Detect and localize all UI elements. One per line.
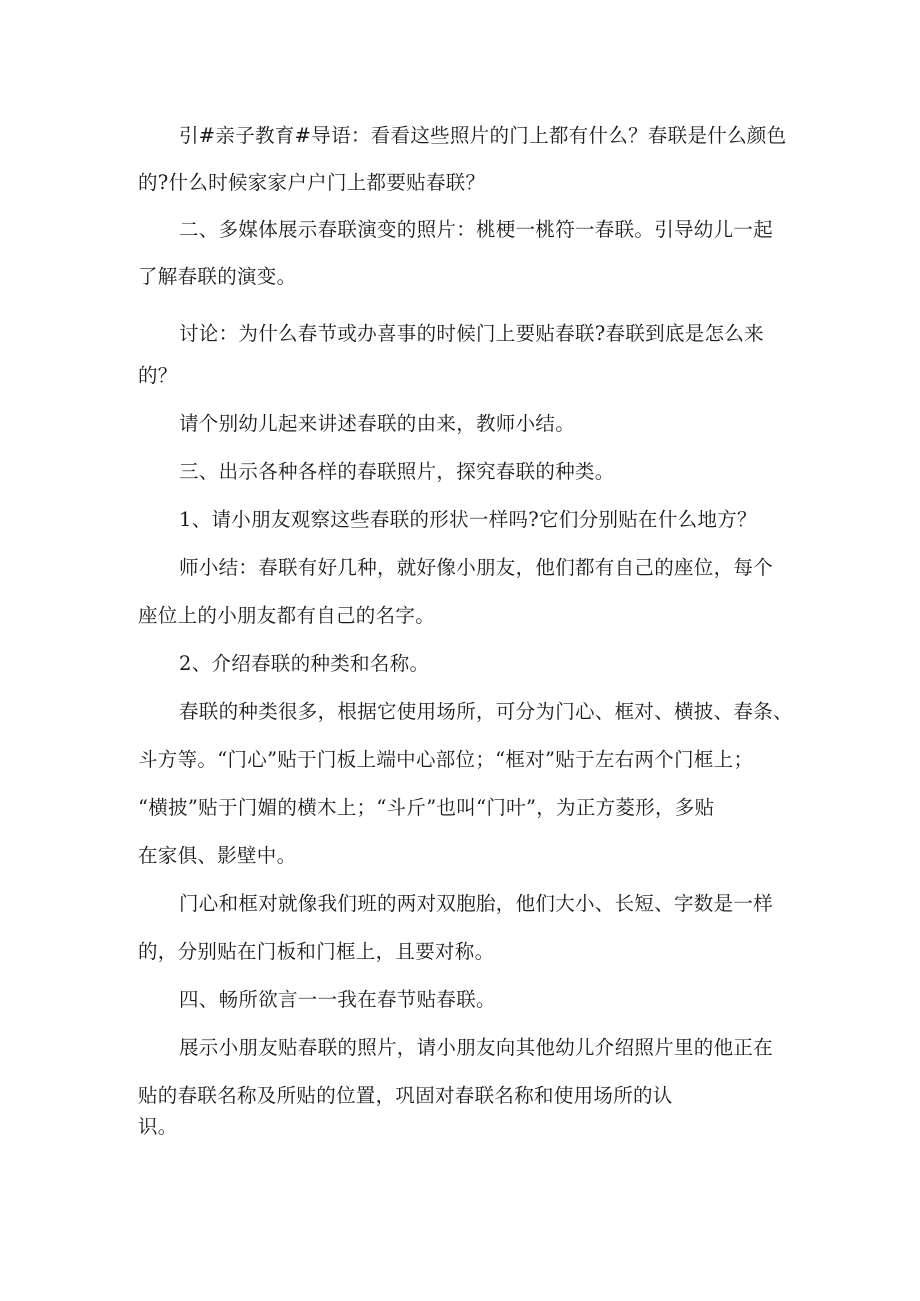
paragraph-intro-line-1: 引#亲子教育#导语：看看这些照片的门上都有什么？春联是什么颜色 (179, 124, 787, 147)
couplet-types-line-2: 斗方等。“门心”贴于门板上端中心部位；“框对”贴于左右两个门框上； (138, 748, 754, 771)
twins-analogy-line-2: 的，分别贴在门板和门框上，且要对称。 (138, 940, 495, 963)
teacher-summary-line-1: 师小结：春联有好几种，就好像小朋友，他们都有自己的座位，每个 (179, 556, 774, 579)
step-one-line: 1、请小朋友观察这些春联的形状一样吗?它们分别贴在什么地方？ (179, 508, 757, 531)
discussion-line-1: 讨论：为什么春节或办喜事的时候门上要贴春联?春联到底是怎么来 (179, 322, 764, 345)
couplet-types-line-3: “横披”贴于门媚的横木上；“斗斤”也叫“门叶”，为正方菱形，多贴 (138, 796, 715, 819)
paragraph-intro-line-2: 的?什么时候家家户户门上都要贴春联？ (138, 171, 486, 194)
section-three-heading: 三、出示各种各样的春联照片，探究春联的种类。 (179, 460, 615, 483)
couplet-types-line-1: 春联的种类很多，根据它使用场所，可分为门心、框对、横披、春条、 (179, 700, 793, 723)
photo-sharing-line-3: 识。 (138, 1115, 178, 1138)
storytelling-line: 请个别幼儿起来讲述春联的由来，教师小结。 (179, 412, 576, 435)
section-two-line-1: 二、多媒体展示春联演变的照片：桃梗一桃符一春联。引导幼儿一起 (179, 218, 774, 241)
twins-analogy-line-1: 门心和框对就像我们班的两对双胞胎，他们大小、长短、字数是一样 (179, 892, 774, 915)
photo-sharing-line-1: 展示小朋友贴春联的照片，请小朋友向其他幼儿介绍照片里的他正在 (179, 1036, 774, 1059)
section-four-heading: 四、畅所欲言一一我在春节贴春联。 (179, 988, 496, 1011)
photo-sharing-line-2: 贴的春联名称及所贴的位置，巩固对春联名称和使用场所的认 (138, 1084, 673, 1107)
couplet-types-line-4: 在家俱、影壁中。 (138, 844, 297, 867)
discussion-line-2: 的？ (138, 364, 178, 387)
step-two-line: 2、介绍春联的种类和名称。 (179, 652, 430, 675)
teacher-summary-line-2: 座位上的小朋友都有自己的名字。 (138, 604, 436, 627)
section-two-line-2: 了解春联的演变。 (138, 265, 297, 288)
